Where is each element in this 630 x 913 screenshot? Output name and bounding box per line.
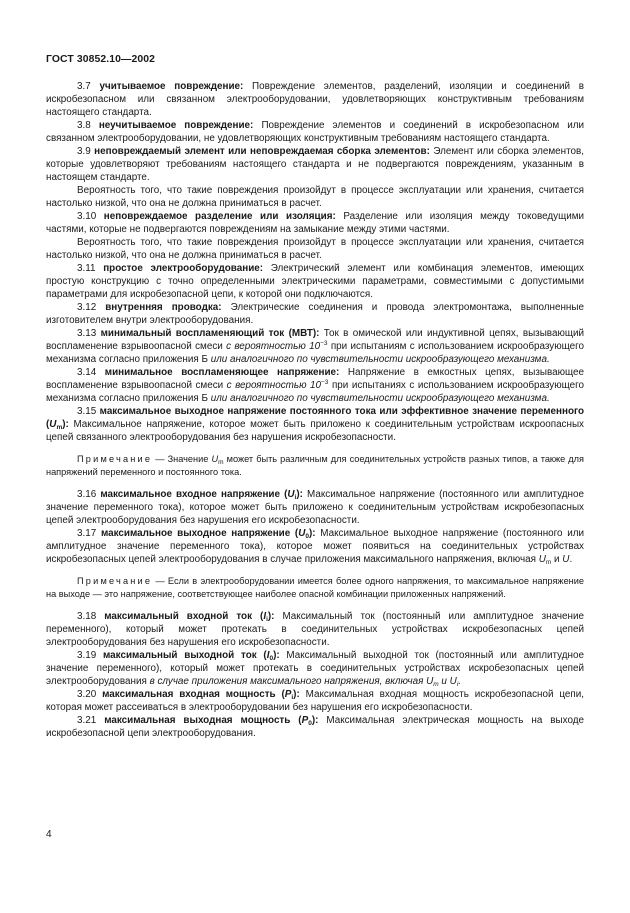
clause-term	[102, 689, 300, 700]
clause-text: при испытаниям с использованием искрообразующего механизма согласно приложения Б	[46, 341, 584, 365]
subscript: i	[291, 694, 294, 701]
term-text: максимальное выходное напряжение постоянного тока или эффективное значение переменного (	[46, 406, 584, 430]
period: .	[569, 554, 573, 565]
symbol: P	[284, 689, 292, 700]
term-close: ):	[267, 611, 275, 622]
clause-italic	[150, 676, 461, 687]
page-number: 4	[46, 829, 52, 840]
note-1	[46, 453, 584, 478]
clause-number: 3.16	[77, 489, 97, 500]
exponent: −3	[320, 340, 328, 347]
symbol: U	[211, 454, 219, 464]
clause-term	[101, 528, 316, 539]
subscript: m	[56, 424, 63, 431]
note-label: Примечание	[77, 454, 153, 464]
document-header: ГОСТ 30852.10—2002	[46, 54, 155, 65]
clause-3-8	[46, 119, 584, 145]
clause-3-14	[46, 366, 584, 405]
clause-number: 3.12	[77, 302, 97, 313]
clause-text: при испытаниях с использованием искрообразующего механизма согласно приложения Б	[46, 380, 585, 404]
clause-number: 3.14	[77, 367, 97, 378]
note-label: Примечание	[77, 576, 153, 586]
clause-italic: с вероятностью 10	[226, 341, 321, 352]
term-close: ):	[309, 528, 316, 539]
clause-3-20	[46, 688, 584, 714]
clause-text: Повреждение элементов, разделений, изоляции и соединений в искробезопасном или связанном электрооборудовании, удовлетворяющих конструктивным требованиям настоящего стандарта.	[46, 81, 584, 118]
clause-text: Электрические соединения и провода электромонтажа, выполненные изготовителем внутри электрооборудования.	[46, 302, 584, 326]
clause-number: 3.8	[77, 120, 91, 131]
clause-text: Разделение или изоляция между токоведущими частями, которые не подвергаются повреждениям на замыкание между этими частями.	[46, 211, 585, 235]
clause-number: 3.17	[77, 528, 97, 539]
period: .	[458, 676, 462, 687]
clause-3-19	[46, 649, 584, 688]
symbol: I	[263, 611, 267, 622]
clause-3-7	[46, 80, 584, 119]
clause-number: 3.20	[77, 689, 97, 700]
clause-number: 3.19	[77, 650, 97, 661]
clause-term	[103, 650, 280, 661]
document-body	[46, 80, 584, 740]
clause-number: 3.10	[77, 211, 97, 222]
term-close: ):	[273, 650, 280, 661]
clause-number: 3.18	[77, 611, 97, 622]
clause-text: Напряжение в емкостных цепях, вызывающее воспламенение взрывоопасной смеси	[46, 367, 585, 391]
clause-term: неповреждаемый элемент или неповреждаемая сборка элементов:	[94, 146, 430, 157]
clause-term: неповреждаемое разделение или изоляция:	[103, 211, 336, 222]
clause-3-21	[46, 714, 584, 740]
clause-3-15	[46, 405, 584, 444]
clause-italic: или аналогичного по чувствительности искрообразующего механизма.	[210, 393, 550, 404]
subscript: i	[456, 681, 459, 688]
clause-3-10-probability: Вероятность того, что такие повреждения произойдут в процессе эксплуатации или хранения, считается настолько низкой, что она не должна приниматься в расчет.	[46, 237, 584, 261]
clause-3-12	[46, 301, 584, 327]
conjunction: и	[554, 554, 560, 565]
term-close: ):	[62, 419, 69, 430]
clause-term	[100, 489, 303, 500]
symbol: U	[426, 676, 434, 687]
clause-text: Электрический элемент или комбинация элементов, имеющих простую конструкцию с точно определенными электрическими параметрами, совместимыми с допустимыми параметрами для искробезопасной цепи, к которой они подключаются.	[46, 263, 584, 300]
symbol: U	[449, 676, 457, 687]
clause-term: неучитываемое повреждение:	[98, 120, 254, 131]
clause-term	[104, 611, 274, 622]
clause-number: 3.21	[77, 715, 97, 726]
note-text: — Если в электрооборудовании имеется более одного напряжения, то максимальное напряжение на выходе — это напряжение, соответствующее наиболее опасной комбинации приложенных напряжений.	[46, 576, 584, 599]
clause-term: внутренняя проводка:	[105, 302, 222, 313]
term-close: ):	[296, 489, 303, 500]
subscript: m	[433, 681, 439, 688]
subscript: 0	[308, 720, 312, 727]
clause-3-18	[46, 610, 584, 649]
term-close: ):	[311, 715, 319, 726]
term-text: максимальный входной ток (	[104, 611, 264, 622]
clause-3-16	[46, 488, 584, 527]
clause-italic: с вероятностью 10	[226, 380, 322, 391]
clause-term: простое электрооборудование:	[103, 263, 264, 274]
term-text: максимальное входное напряжение (	[100, 489, 288, 500]
conjunction: и	[441, 676, 447, 687]
exponent: −3	[321, 379, 329, 386]
term-text: максимальное выходное напряжение (	[100, 528, 299, 539]
subscript: i	[294, 494, 297, 501]
subscript: m	[545, 559, 552, 566]
clause-text: Максимальная электрическая мощность на выходе искробезопасной цепи электрооборудования.	[46, 715, 584, 739]
clause-text: Максимальное выходное напряжение (постоянного или амплитудное значение переменного тока), которое может появиться на соединительных устройствах искробезопасных цепей электрооборудования в случае приложения максимального напряжения, включая	[46, 528, 584, 565]
clause-term: минимальный воспламеняющий ток (МВТ):	[100, 328, 320, 339]
subscript: 0	[269, 655, 274, 662]
subscript: 0	[305, 533, 309, 540]
clause-text: Элемент или сборка элементов, которые удовлетворяют требованиям настоящего стандарта и не подвергаются повреждениям, указанным в настоящем стандарте.	[46, 146, 584, 183]
clause-3-17	[46, 527, 584, 566]
symbol: U	[287, 489, 295, 500]
clause-text: Максимальное напряжение (постоянного или амплитудное значение переменного тока), которое может быть приложено к соединительным устройствам искробезопасных цепей электрооборудования без нарушения его искробезопасности.	[46, 489, 584, 526]
clause-italic: или аналогичного по чувствительности искрообразующего механизма.	[210, 354, 550, 365]
note-text: может быть различным для соединительных устройств разных типов, а также для напряжений переменного и постоянного тока.	[46, 454, 584, 477]
clause-text: Ток в омической или индуктивной цепях, вызывающий воспламенение взрывоопасной смеси	[46, 328, 585, 352]
clause-number: 3.7	[77, 81, 91, 92]
clause-text: Максимальный выходной ток (постоянный или амплитудное значение переменного), который может протекать в соединительных устройствах искробезопасных цепей электрооборудования	[46, 650, 584, 687]
term-text: максимальная выходная мощность (	[104, 715, 302, 726]
clause-term	[104, 715, 318, 726]
clause-term: минимальное воспламеняющее напряжение:	[104, 367, 340, 378]
clause-3-13	[46, 327, 584, 366]
symbol: U	[562, 554, 570, 565]
clause-3-9	[46, 145, 584, 184]
term-text: максимальный выходной ток (	[102, 650, 267, 661]
symbol: I	[266, 650, 270, 661]
subscript: m	[218, 459, 224, 466]
symbol: U	[298, 528, 306, 539]
note-text: — Значение	[155, 454, 209, 464]
symbol: U	[49, 419, 57, 430]
clause-text: Максимальная входная мощность искробезопасной цепи, которая может рассеиваться в электрооборудовании без нарушения его искробезопасности.	[46, 689, 584, 713]
italic-text: в случае приложения максимального напряжения, включая	[149, 676, 424, 687]
symbol: U	[538, 554, 546, 565]
clause-text: Максимальный ток (постоянный или амплитудное значение переменного), который может протекать в соединительных устройствах искробезопасных цепей электрооборудования без нарушения его искробезопасности.	[46, 611, 585, 648]
clause-number: 3.11	[77, 263, 96, 274]
term-close: ):	[293, 689, 300, 700]
subscript: i	[266, 616, 268, 623]
clause-term: учитываемое повреждение:	[99, 81, 244, 92]
symbol: P	[301, 715, 309, 726]
note-2	[46, 575, 584, 600]
clause-text: Максимальное напряжение, которое может быть приложено к соединительным устройствам искроопасных цепей связанного электрооборудования без нарушения искробезопасности.	[46, 419, 584, 443]
clause-text: Повреждение элементов и соединений в искробезопасном или связанном электрооборудовании, не удовлетворяющих конструктивным требованиям настоящего стандарта.	[46, 120, 585, 144]
clause-number: 3.9	[77, 146, 91, 157]
clause-3-11	[46, 262, 584, 301]
clause-3-10	[46, 210, 584, 236]
clause-3-9-probability: Вероятность того, что такие повреждения произойдут в процессе эксплуатации или хранения, считается настолько низкой, что она не должна приниматься в расчет.	[46, 185, 584, 209]
clause-number: 3.15	[77, 406, 97, 417]
clause-number: 3.13	[77, 328, 97, 339]
term-text: максимальная входная мощность (	[102, 689, 285, 700]
